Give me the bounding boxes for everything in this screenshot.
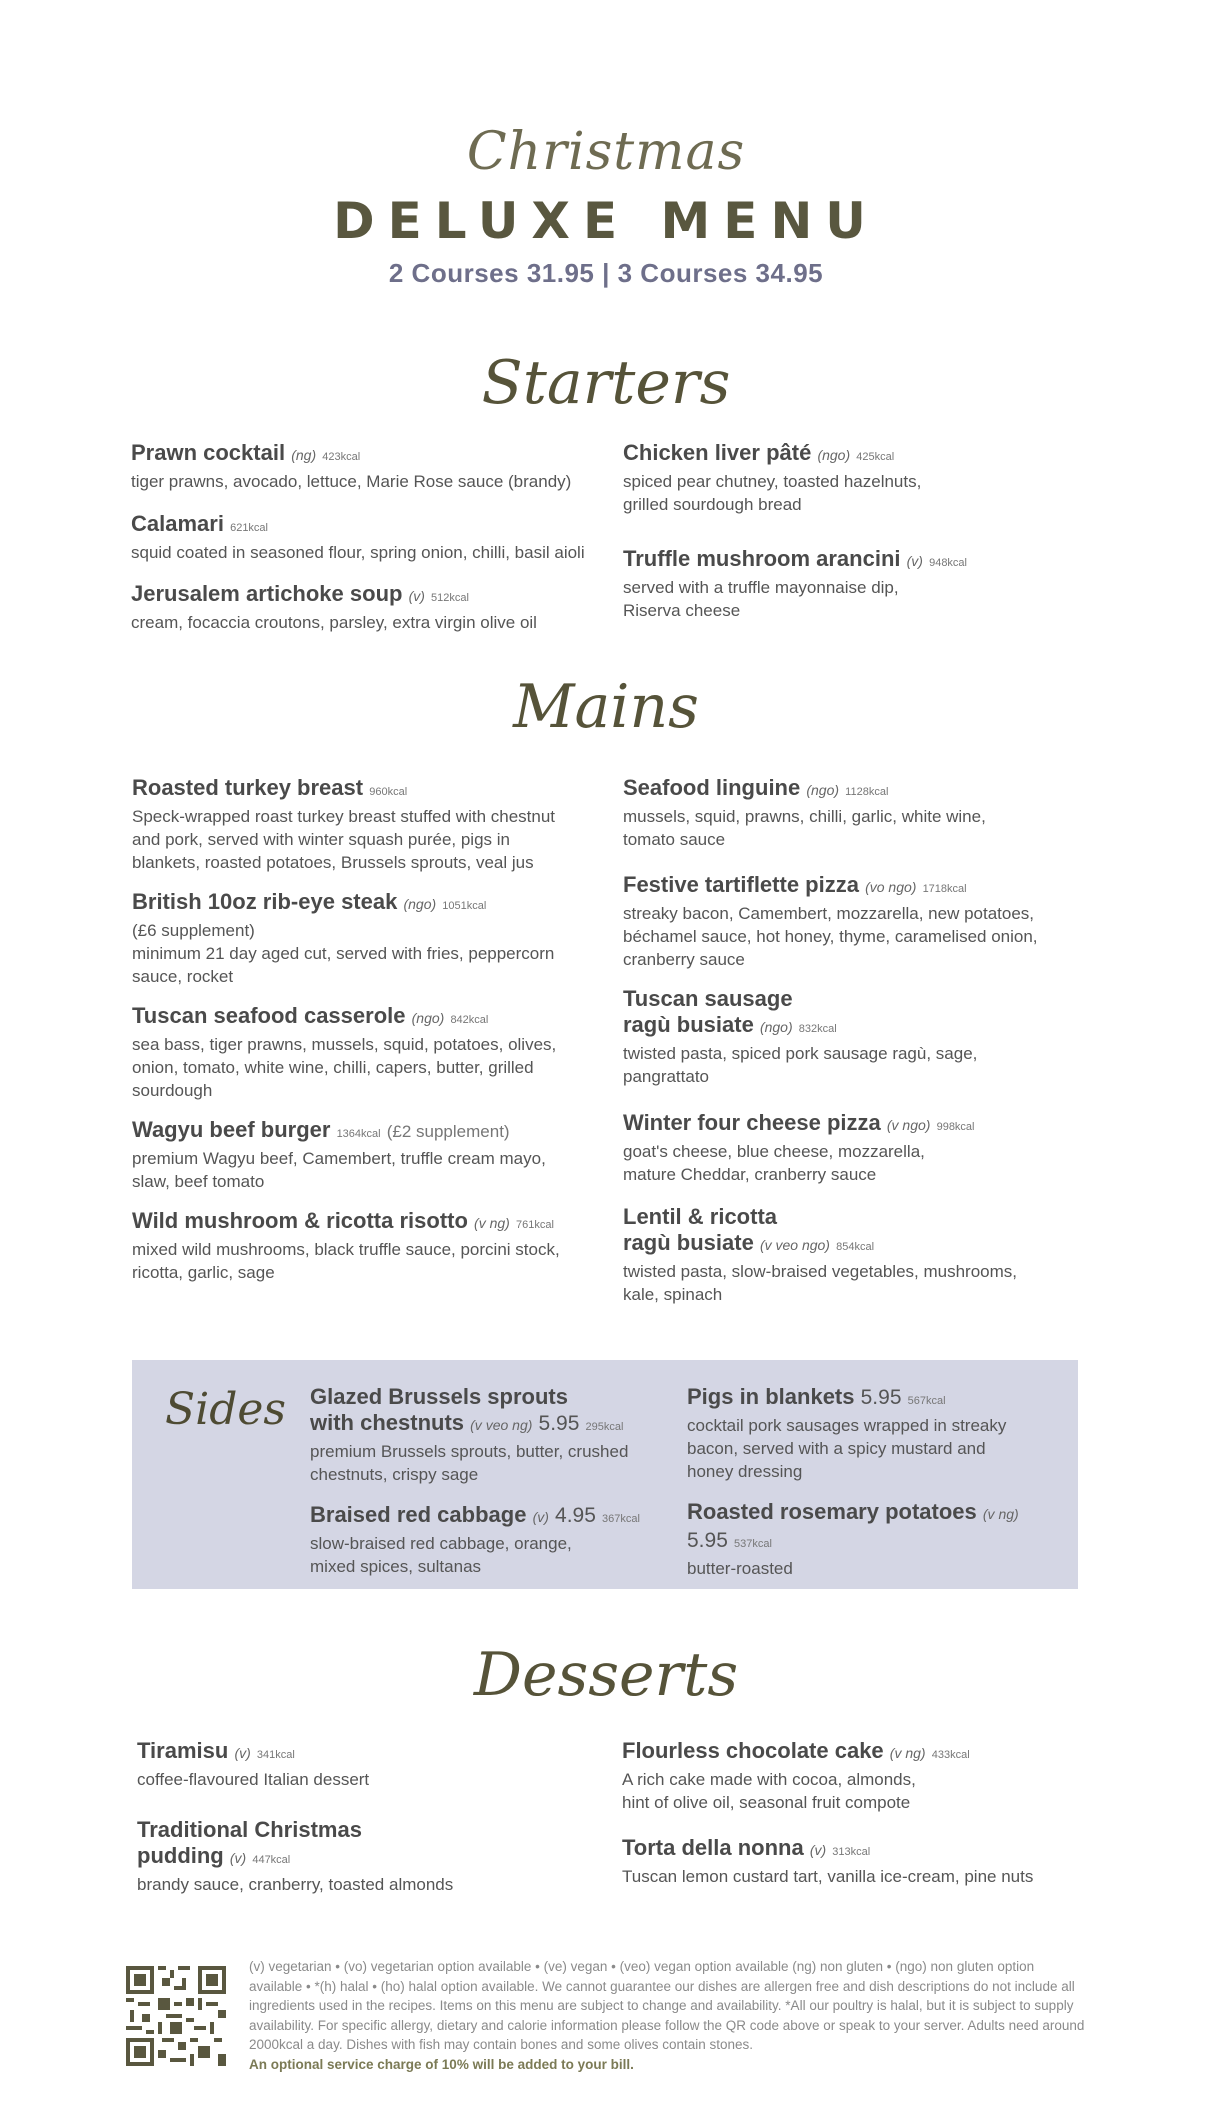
item-price: 5.95 [538, 1412, 580, 1435]
sides-heading: Sides [165, 1384, 286, 1435]
sides-left-column [310, 1384, 670, 1578]
menu-item [137, 1738, 607, 1791]
item-description: béchamel sauce, hot honey, thyme, caramelised onion, [623, 927, 1038, 946]
item-name: Tiramisu [137, 1738, 229, 1763]
kcal-label: 512kcal [431, 592, 469, 604]
diet-tag: (v ng) [474, 1215, 510, 1231]
footer-legend [249, 1957, 1089, 2075]
kcal-label: 367kcal [602, 1513, 640, 1525]
item-description: blankets, roasted potatoes, Brussels sprouts, veal jus [132, 853, 534, 872]
menu-item [132, 775, 612, 874]
item-name: Truffle mushroom arancini [623, 546, 901, 571]
kcal-label: 1051kcal [442, 900, 487, 912]
item-name: Chicken liver pâté [623, 440, 812, 465]
item-description: kale, spinach [623, 1285, 723, 1304]
item-description: cranberry sauce [623, 950, 745, 969]
desserts-right-column [622, 1738, 1102, 1888]
kcal-label: 313kcal [832, 1846, 871, 1858]
header-script-title: Christmas [466, 122, 746, 182]
supplement-label: (£6 supplement) [132, 921, 255, 940]
diet-tag: (v) [234, 1745, 251, 1761]
diet-tag: (ng) [291, 447, 317, 463]
item-name: Wild mushroom & ricotta risotto [132, 1208, 468, 1233]
kcal-label: 832kcal [798, 1023, 837, 1035]
kcal-label: 960kcal [369, 786, 408, 798]
item-description: cream, focaccia croutons, parsley, extra virgin olive oil [131, 613, 537, 632]
page-title: DELUXE MENU [333, 192, 879, 250]
item-price: 5.95 [860, 1386, 902, 1409]
diet-tag: (v veo ng) [470, 1417, 533, 1433]
desserts-heading: Desserts [473, 1640, 739, 1710]
diet-tag: (vo ngo) [865, 879, 917, 895]
diet-tag: (v) [809, 1842, 827, 1858]
menu-item [310, 1502, 670, 1578]
mains-heading: Mains [513, 672, 699, 742]
item-name: Torta della nonna [622, 1835, 804, 1860]
item-description: tomato sauce [623, 830, 726, 849]
item-description: brandy sauce, cranberry, toasted almonds [137, 1875, 454, 1894]
item-description: slaw, beef tomato [132, 1172, 265, 1191]
item-name: Wagyu beef burger [132, 1117, 331, 1142]
item-description: grilled sourdough bread [623, 495, 802, 514]
kcal-label: 341kcal [256, 1749, 295, 1761]
item-name: Winter four cheese pizza [623, 1110, 881, 1135]
kcal-label: 567kcal [907, 1395, 946, 1407]
mains-left-column [132, 775, 612, 1284]
item-name: Flourless chocolate cake [622, 1738, 884, 1763]
kcal-label: 842kcal [450, 1014, 489, 1026]
item-name: British 10oz rib-eye steak [132, 889, 398, 914]
item-description: spiced pear chutney, toasted hazelnuts, [623, 472, 922, 491]
mains-right-column [623, 775, 1093, 1306]
item-description: Speck-wrapped roast turkey breast stuffed with chestnut [132, 807, 556, 826]
kcal-label: 761kcal [515, 1219, 554, 1231]
menu-item [131, 581, 601, 634]
menu-item [622, 1835, 1102, 1888]
item-description: twisted pasta, spiced pork sausage ragù, sage, [623, 1044, 978, 1063]
item-description: Riserva cheese [623, 601, 741, 620]
diet-tag: (v veo ngo) [759, 1237, 830, 1253]
starters-left-column [131, 440, 601, 634]
item-name: Roasted turkey breast [132, 775, 364, 800]
menu-item [687, 1384, 1067, 1483]
menu-item [623, 546, 1083, 622]
kcal-label: 854kcal [836, 1241, 875, 1253]
menu-item [623, 986, 1093, 1088]
diet-tag: (v ng) [982, 1506, 1019, 1522]
kcal-label: 423kcal [322, 451, 361, 463]
kcal-label: 447kcal [252, 1854, 291, 1866]
diet-tag: (v ng) [889, 1745, 926, 1761]
kcal-label: 295kcal [585, 1421, 624, 1433]
item-description: onion, tomato, white wine, chilli, capers, butter, grilled [132, 1058, 534, 1077]
menu-item [623, 775, 1093, 851]
menu-item [137, 1817, 607, 1896]
item-description: slow-braised red cabbage, orange, [310, 1534, 572, 1553]
item-name: Pigs in blankets [687, 1384, 855, 1409]
diet-tag: (v) [532, 1509, 549, 1525]
item-description: Tuscan lemon custard tart, vanilla ice-cream, pine nuts [622, 1867, 1034, 1886]
kcal-label: 1364kcal [336, 1128, 381, 1140]
starters-right-column [623, 440, 1083, 622]
diet-tag: (ngo) [759, 1019, 793, 1035]
menu-item [623, 440, 1083, 516]
kcal-label: 948kcal [929, 557, 967, 569]
menu-item [132, 1208, 612, 1284]
menu-item [687, 1499, 1067, 1580]
item-description: mixed spices, sultanas [310, 1557, 482, 1576]
menu-item [131, 440, 601, 493]
item-description: premium Brussels sprouts, butter, crushed [310, 1442, 629, 1461]
menu-item [622, 1738, 1102, 1814]
item-price: 5.95 [687, 1529, 728, 1552]
starters-heading: Starters [481, 348, 731, 418]
item-description: sea bass, tiger prawns, mussels, squid, potatoes, olives, [132, 1035, 557, 1054]
service-charge-note: An optional service charge of 10% will be added to your bill. [249, 2056, 634, 2072]
kcal-label: 621kcal [230, 522, 268, 534]
item-description: goat's cheese, blue cheese, mozzarella, [623, 1142, 925, 1161]
diet-tag: (v ngo) [886, 1117, 931, 1133]
item-name: Jerusalem artichoke soup [131, 581, 403, 606]
menu-item [132, 1003, 612, 1102]
item-name: Roasted rosemary potatoes [687, 1499, 977, 1524]
item-description: premium Wagyu beef, Camembert, truffle cream mayo, [132, 1149, 546, 1168]
item-name: Tuscan seafood casserole [132, 1003, 406, 1028]
item-description: streaky bacon, Camembert, mozzarella, new potatoes, [623, 904, 1035, 923]
diet-tag: (v) [906, 553, 923, 569]
item-name: Seafood linguine [623, 775, 801, 800]
item-name: with chestnuts [310, 1410, 465, 1435]
menu-item [310, 1384, 670, 1486]
item-name: Braised red cabbage [310, 1502, 527, 1527]
item-description: coffee-flavoured Italian dessert [137, 1770, 370, 1789]
kcal-label: 537kcal [734, 1538, 772, 1550]
item-description: hint of olive oil, seasonal fruit compote [622, 1793, 911, 1812]
item-description: mussels, squid, prawns, chilli, garlic, white wine, [623, 807, 986, 826]
item-name: ragù busiate [623, 1230, 754, 1255]
diet-tag: (ngo) [403, 896, 437, 912]
item-description: pangrattato [623, 1067, 710, 1086]
item-name: Glazed Brussels sprouts [310, 1384, 568, 1409]
qr-code-icon[interactable] [126, 1966, 226, 2066]
supplement-label: (£2 supplement) [386, 1122, 510, 1141]
diet-tag: (v) [408, 588, 425, 604]
diet-tag: (v) [229, 1850, 247, 1866]
item-description: squid coated in seasoned flour, spring onion, chilli, basil aioli [131, 543, 585, 562]
item-name: Traditional Christmas [137, 1817, 362, 1842]
item-description: ricotta, garlic, sage [132, 1263, 275, 1282]
kcal-label: 1718kcal [922, 883, 967, 895]
item-name: ragù busiate [623, 1012, 754, 1037]
item-description: and pork, served with winter squash purée, pigs in [132, 830, 510, 849]
menu-item [623, 872, 1093, 971]
kcal-label: 433kcal [931, 1749, 970, 1761]
menu-item [132, 1117, 612, 1193]
menu-item [623, 1204, 1093, 1306]
menu-item [132, 889, 612, 988]
menu-item [623, 1110, 1093, 1186]
item-description: chestnuts, crispy sage [310, 1465, 479, 1484]
item-description: mature Cheddar, cranberry sauce [623, 1165, 877, 1184]
item-description: bacon, served with a spicy mustard and [687, 1439, 986, 1458]
item-description: twisted pasta, slow-braised vegetables, mushrooms, [623, 1262, 1018, 1281]
item-description: minimum 21 day aged cut, served with fries, peppercorn [132, 944, 555, 963]
item-name: Calamari [131, 511, 224, 536]
item-name: Prawn cocktail [131, 440, 286, 465]
item-name: Tuscan sausage [623, 986, 793, 1011]
item-description: mixed wild mushrooms, black truffle sauce, porcini stock, [132, 1240, 560, 1259]
item-name: pudding [137, 1843, 224, 1868]
item-description: sourdough [132, 1081, 213, 1100]
item-description: butter-roasted [687, 1559, 793, 1578]
kcal-label: 1128kcal [845, 786, 889, 798]
menu-item [131, 511, 601, 564]
item-price: 4.95 [555, 1504, 596, 1527]
item-name: Lentil & ricotta [623, 1204, 778, 1229]
diet-tag: (ngo) [411, 1010, 445, 1026]
diet-tag: (ngo) [806, 782, 840, 798]
allergen-legend-text: (v) vegetarian • (vo) vegetarian option available • (ve) vegan • (veo) vegan option available (ng) non gluten • (ngo) non gluten option available • *(h) halal • (ho) halal option available. We cannot guarantee our dishes are allergen free and dish descriptions do not include all ingredients used in the recipes. Items on this menu are subject to change and availability. *All our poultry is halal, but it is subject to supply availability. For specific allergy, dietary and calorie information please follow the QR code above or speak to your server. Adults need around 2000kcal a day. Dishes with fish may contain bones and some olives contain stones. [249, 1959, 1085, 2053]
item-description: sauce, rocket [132, 967, 234, 986]
item-description: A rich cake made with cocoa, almonds, [622, 1770, 916, 1789]
diet-tag: (ngo) [817, 447, 851, 463]
item-description: served with a truffle mayonnaise dip, [623, 578, 899, 597]
item-name: Festive tartiflette pizza [623, 872, 859, 897]
sides-right-column [687, 1384, 1067, 1580]
kcal-label: 425kcal [856, 451, 895, 463]
item-description: honey dressing [687, 1462, 803, 1481]
item-description: tiger prawns, avocado, lettuce, Marie Rose sauce (brandy) [131, 472, 572, 491]
course-prices: 2 Courses 31.95 | 3 Courses 34.95 [388, 258, 824, 288]
kcal-label: 998kcal [936, 1121, 975, 1133]
desserts-left-column [137, 1738, 607, 1896]
item-description: cocktail pork sausages wrapped in streaky [687, 1416, 1007, 1435]
